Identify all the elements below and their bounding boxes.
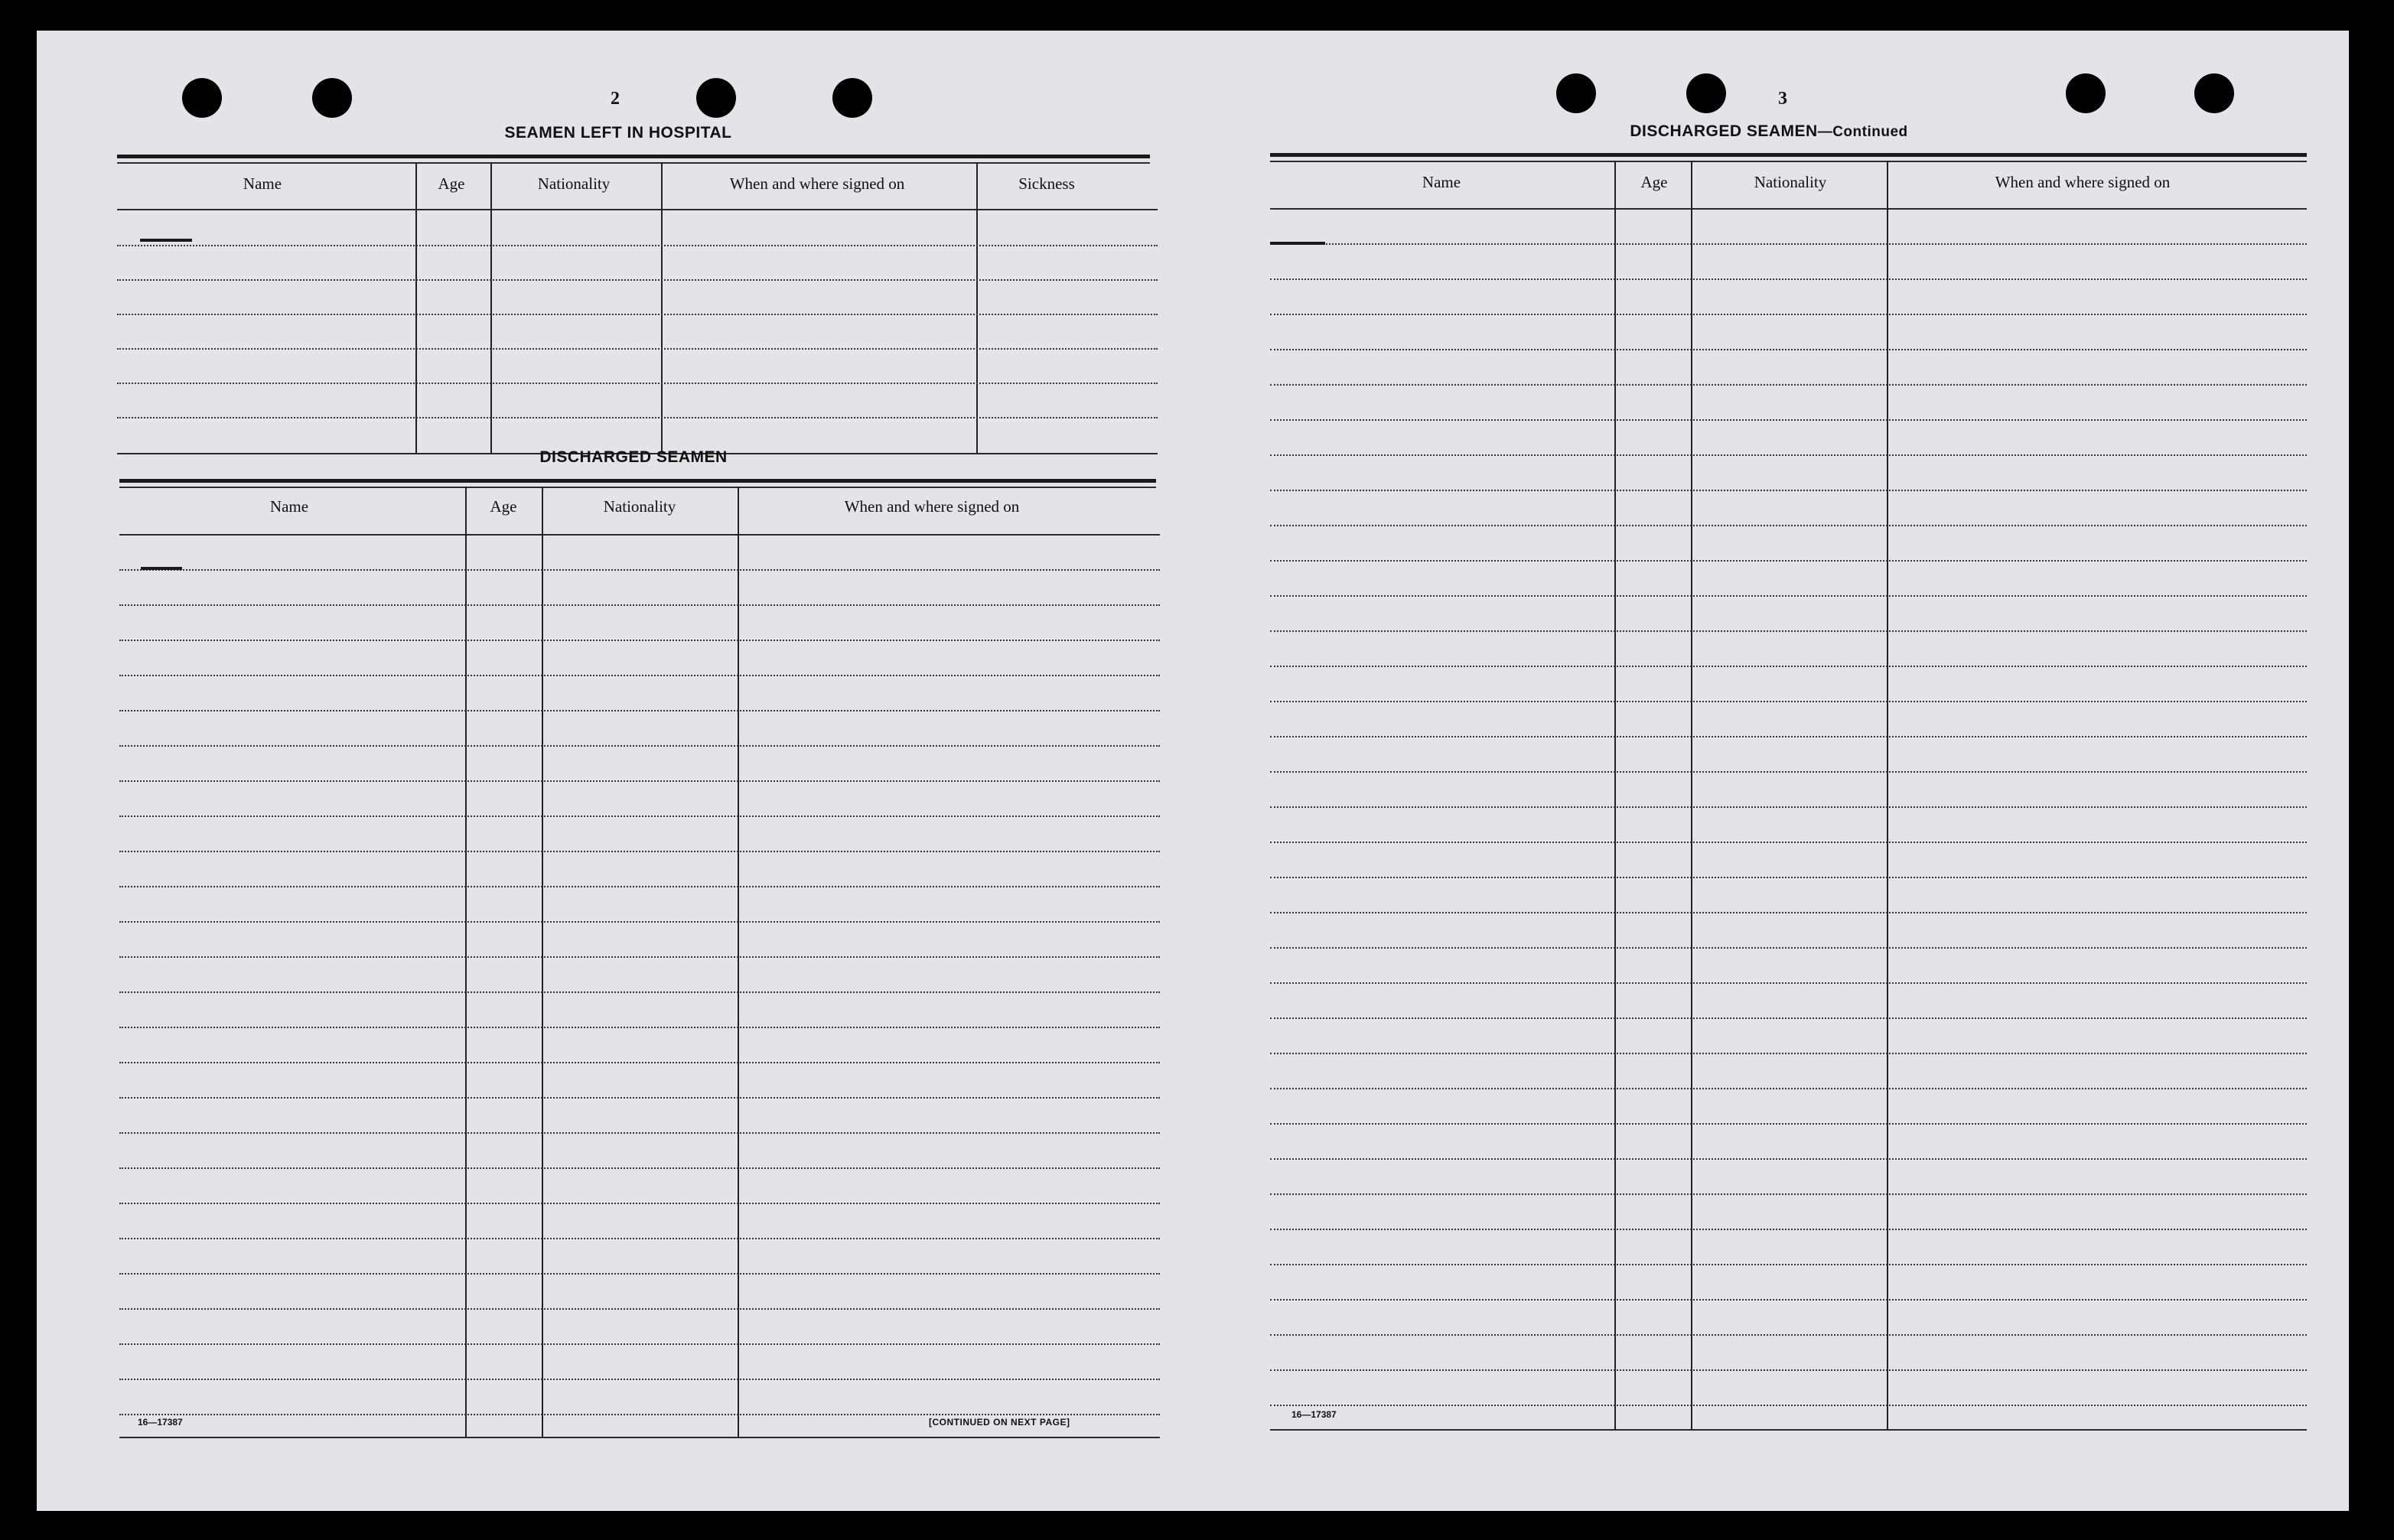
discharged-col-signed-on: When and where signed on	[844, 497, 1020, 516]
ruled-line	[1270, 1334, 2307, 1336]
ruled-line	[119, 1167, 1160, 1169]
ruled-line	[119, 816, 1160, 817]
hospital-top-rule	[117, 155, 1150, 158]
ruled-line	[119, 956, 1160, 958]
ruled-line	[1270, 1369, 2307, 1371]
ruled-line	[1270, 278, 2307, 280]
ruled-line	[117, 348, 1158, 350]
discharged-continued-title-suffix: —Continued	[1817, 124, 1908, 140]
ruled-line	[1270, 982, 2307, 984]
page-number-left: 2	[611, 89, 620, 109]
ruled-line	[1270, 243, 2307, 245]
ruled-line	[119, 1027, 1160, 1028]
discharged-continued-title	[1630, 122, 1907, 141]
continued-col-name: Name	[1422, 173, 1461, 191]
ruled-line	[117, 383, 1158, 384]
hospital-col-name: Name	[243, 174, 282, 193]
ruled-line	[119, 851, 1160, 852]
ruled-line	[1270, 736, 2307, 737]
ruled-line	[1270, 701, 2307, 702]
ruled-line	[119, 604, 1160, 606]
ruled-line	[1270, 349, 2307, 350]
ruled-line	[1270, 806, 2307, 808]
discharged-col-age: Age	[490, 497, 517, 516]
ruled-line	[1270, 947, 2307, 949]
ruled-line	[119, 1273, 1160, 1275]
discharged-col-name: Name	[269, 497, 309, 516]
ruled-line	[1270, 771, 2307, 773]
ruled-line	[117, 417, 1158, 418]
continued-top-rule	[1270, 153, 2307, 157]
ruled-line	[1270, 1158, 2307, 1160]
ruled-line	[1270, 384, 2307, 386]
ruled-line	[1270, 1229, 2307, 1230]
ruled-line	[119, 1379, 1160, 1380]
punch-hole	[2194, 73, 2234, 113]
continued-note: [CONTINUED ON NEXT PAGE]	[929, 1417, 1070, 1428]
ruled-line	[119, 921, 1160, 923]
ruled-line	[1270, 1123, 2307, 1125]
ruled-line	[117, 245, 1158, 246]
continued-col-nationality: Nationality	[1754, 173, 1827, 191]
punch-hole	[312, 78, 352, 118]
ruled-line	[1270, 490, 2307, 491]
discharged-top-rule	[119, 479, 1156, 483]
ruled-line	[1270, 1088, 2307, 1089]
ruled-line	[119, 710, 1160, 711]
ruled-line	[1270, 1017, 2307, 1019]
ruled-line	[1270, 877, 2307, 878]
hospital-col-age: Age	[438, 174, 465, 193]
discharged-continued-title-main: DISCHARGED SEAMEN	[1630, 122, 1818, 140]
ruled-line	[119, 1203, 1160, 1204]
punch-hole	[1686, 73, 1726, 113]
punch-hole	[1556, 73, 1596, 113]
page-number-right: 3	[1778, 89, 1787, 109]
ruled-line	[1270, 630, 2307, 632]
punch-hole	[696, 78, 736, 118]
ruled-line	[1270, 912, 2307, 913]
form-number-right: 16—17387	[1291, 1409, 1337, 1420]
ruled-line	[119, 1238, 1160, 1239]
document-sheet	[37, 31, 2349, 1511]
ruled-line	[1270, 842, 2307, 843]
continued-col-signed-on: When and where signed on	[1995, 173, 2171, 191]
ruled-line	[1270, 419, 2307, 421]
ruled-line	[119, 886, 1160, 887]
ruled-line	[1270, 595, 2307, 597]
hospital-section-title: SEAMEN LEFT IN HOSPITAL	[504, 124, 732, 142]
ruled-line	[1270, 666, 2307, 667]
hospital-col-nationality: Nationality	[537, 174, 611, 193]
form-number-left: 16—17387	[138, 1417, 183, 1428]
discharged-col-nationality: Nationality	[603, 497, 676, 516]
continued-col-age: Age	[1640, 173, 1668, 191]
ruled-line	[1270, 1405, 2307, 1406]
ruled-line	[119, 1414, 1160, 1415]
ruled-line	[119, 569, 1160, 571]
ruled-line	[1270, 314, 2307, 315]
ruled-line	[119, 1308, 1160, 1310]
ruled-line	[117, 314, 1158, 315]
punch-hole	[832, 78, 872, 118]
ruled-line	[119, 640, 1160, 641]
ruled-line	[119, 745, 1160, 747]
ruled-line	[1270, 1299, 2307, 1301]
punch-hole	[182, 78, 222, 118]
ruled-line	[119, 1343, 1160, 1345]
ruled-line	[119, 1062, 1160, 1063]
discharged-section-title: DISCHARGED SEAMEN	[539, 448, 728, 466]
ruled-line	[119, 1132, 1160, 1134]
ruled-line	[119, 991, 1160, 993]
ruled-line	[1270, 1053, 2307, 1054]
ruled-line	[119, 780, 1160, 782]
ruled-line	[1270, 525, 2307, 526]
ruled-line	[119, 1097, 1160, 1099]
punch-hole	[2066, 73, 2106, 113]
hospital-col-sickness: Sickness	[1018, 174, 1075, 193]
ruled-line	[1270, 560, 2307, 562]
ruled-line	[1270, 454, 2307, 456]
ruled-line	[1270, 1264, 2307, 1265]
ruled-line	[119, 675, 1160, 676]
ruled-line	[1270, 1193, 2307, 1195]
hospital-col-signed-on: When and where signed on	[729, 174, 905, 193]
ruled-line	[117, 279, 1158, 281]
